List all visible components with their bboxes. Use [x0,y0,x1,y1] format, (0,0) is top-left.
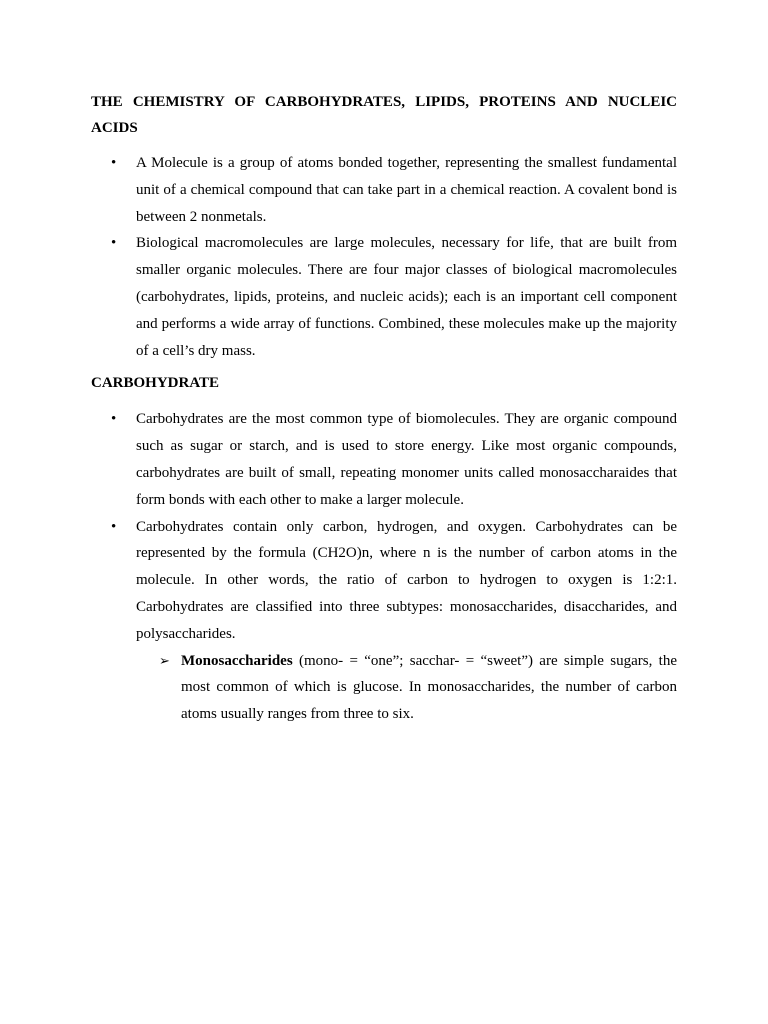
sub-list-item-text: (mono- = “one”; sacchar- = “sweet”) are simple sugars, the most common of which is glucose. In monosaccharides, the number of carbon atoms usually ranges from three to six. [181,652,677,723]
list-item [91,150,677,230]
document-page [91,89,677,728]
list-item-text: Biological macromolecules are large molecules, necessary for life, that are built from smaller organic molecules. There are four major classes of biological macromolecules (carbohydrates, lipids, proteins, and nucleic acids); each is an important cell component and performs a wide array of functions. Combined, these molecules make up the majority of a cell’s dry mass. [136,235,677,359]
list-item [91,230,677,364]
section-heading-carbohydrate: CARBOHYDRATE [91,375,220,392]
bullet-icon: • [111,235,117,252]
list-item-text: Carbohydrates contain only carbon, hydrogen, and oxygen. Carbohydrates can be represented by the formula (CH2O)n, where n is the number of carbon atoms in the molecule. In other words, the ratio of carbon to hydrogen to oxygen is 1:2:1. Carbohydrates are classified into three subtypes: monosaccharides, disaccharides, and polysaccharides. [136,518,677,642]
document-title: THE CHEMISTRY OF CARBOHYDRATES, LIPIDS, PROTEINS AND NUCLEIC ACIDS [91,94,677,136]
bullet-icon: • [111,155,117,171]
list-item-text: A Molecule is a group of atoms bonded together, representing the smallest fundamental unit of a chemical compound that can take part in a chemical reaction. A covalent bond is between 2 nonmetals. [136,155,677,225]
intro-bullet-list [91,150,677,364]
carbohydrate-bullet-list [91,406,677,728]
list-item [91,406,677,513]
bullet-icon: • [111,411,117,428]
arrow-bullet-icon: ➢ [159,652,170,668]
sub-bullet-list [136,648,677,728]
sub-list-item [136,648,677,728]
term-monosaccharides: Monosaccharides [181,652,293,669]
list-item-text: Carbohydrates are the most common type of biomolecules. They are organic compound such as sugar or starch, and is used to store energy. Like most organic compounds, carbohydrates are built of small, repeating monomer units called monosaccharaides that form bonds with each other to make a larger molecule. [136,411,677,508]
list-item [91,514,677,728]
bullet-icon: • [111,518,117,535]
